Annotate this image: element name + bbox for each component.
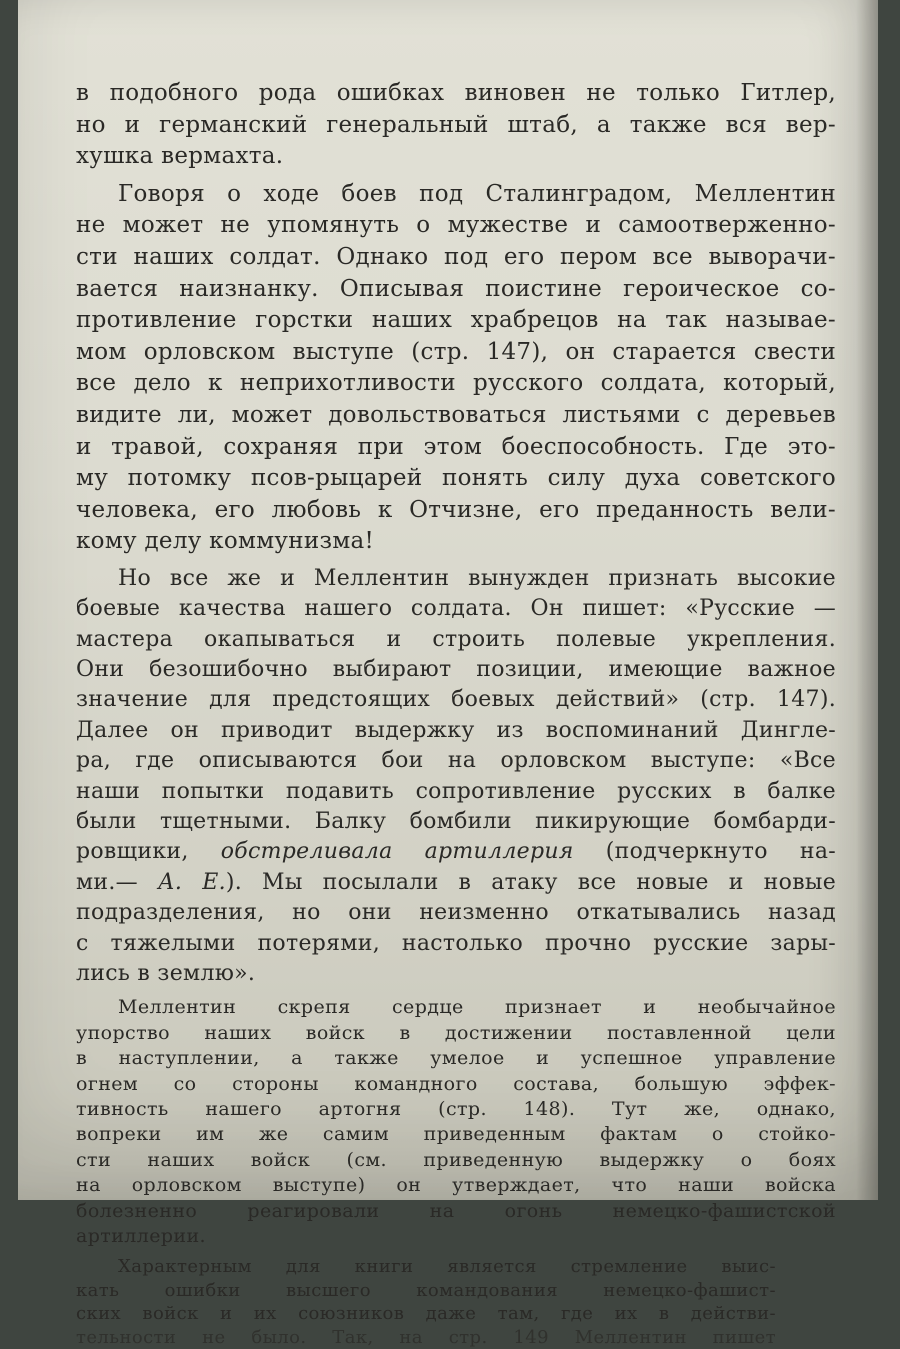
paragraph-5: [76, 1255, 776, 1349]
text-line: были тщетными. Балку бомбили пикирующие бомбарди-: [76, 809, 836, 835]
paragraph-2: [76, 179, 836, 558]
text-line: сти наших солдат. Однако под его пером все выворачи-: [76, 243, 836, 270]
text-line: Меллентин скрепя сердце признает и необычайное: [118, 996, 836, 1019]
text-line: Они безошибочно выбирают позиции, имеющие важное: [76, 657, 836, 683]
text-line: вопреки им же самим приведенным фактам о стойко-: [76, 1123, 836, 1146]
book-page: [18, 0, 878, 1348]
text-line: все дело к неприхотливости русского солдата, который,: [76, 370, 836, 397]
text-line: подразделения, но они неизменно откатывались назад: [76, 900, 836, 926]
text-line: кому делу коммунизма!: [76, 528, 375, 555]
text-run: ровщики,: [76, 839, 221, 865]
text-line: противление горстки наших храбрецов на так называе-: [76, 307, 836, 334]
text-line: человека, его любовь к Отчизне, его преданность вели-: [76, 496, 836, 523]
paragraph-3: [76, 564, 836, 989]
text-line: на орловском выступе) он утверждает, что наши войска: [76, 1174, 836, 1197]
text-line: артиллерии.: [76, 1224, 206, 1247]
text-line: хушка вермахта.: [76, 143, 284, 170]
text-line: и травой, сохраняя при этом боеспособность. Где это-: [76, 433, 836, 460]
text-line: [76, 837, 836, 867]
text-line: Говоря о ходе боев под Сталинградом, Меллентин: [118, 180, 836, 207]
text-line: видите ли, может довольствоваться листьями с деревьев: [76, 401, 836, 428]
text-line: наши попытки подавить сопротивление русских в балке: [76, 778, 836, 804]
text-line: вается наизнанку. Описывая поистине героическое со-: [76, 275, 836, 302]
text-line: с тяжелыми потерями, настолько прочно русские зары-: [76, 930, 836, 956]
text-line: в наступлении, а также умелое и успешное управление: [76, 1047, 836, 1070]
text-line: ских войск и их союзников даже там, где их в действи-: [76, 1303, 776, 1325]
text-line: боевые качества нашего солдата. Он пишет: «Русские —: [76, 596, 836, 622]
text-line: огнем со стороны командного состава, большую эффек-: [76, 1072, 836, 1095]
text-line: лись в землю».: [76, 960, 256, 986]
text-line: Характерным для книги является стремление выис-: [118, 1256, 776, 1278]
text-run: ми.—: [76, 869, 158, 895]
text-line: сти наших войск (см. приведенную выдержку о боях: [76, 1148, 836, 1171]
text-line: Но все же и Меллентин вынужден признать высокие: [118, 565, 836, 591]
text-line: тивность нашего артогня (стр. 148). Тут же, однако,: [76, 1097, 836, 1120]
text-run: ). Мы посылали в атаку все новые и новые: [225, 869, 837, 895]
paragraph-1: [76, 78, 836, 173]
text-line: тельности не было. Так, на стр. 149 Меллентин пишет: [76, 1326, 776, 1348]
text-line: мастера окапываться и строить полевые укрепления.: [76, 626, 836, 652]
paragraph-4: [76, 995, 836, 1249]
italic-initials: А. Е.: [157, 869, 226, 895]
text-line: му потомку псов-рыцарей понять силу духа советского: [76, 465, 836, 492]
text-line: не может не упомянуть о мужестве и самоотверженно-: [76, 212, 836, 239]
text-line: болезненно реагировали на огонь немецко-фашистской: [76, 1199, 836, 1222]
text-run: (подчеркнуто на-: [573, 839, 836, 865]
text-line: Далее он приводит выдержку из воспоминаний Динглe-: [76, 717, 836, 743]
text-line: упорство наших войск в достижении поставленной цели: [76, 1021, 836, 1044]
page-text: [76, 78, 836, 1349]
text-line: мом орловском выступе (стр. 147), он старается свести: [76, 338, 836, 365]
text-line: [76, 868, 836, 898]
page-shadow: [856, 0, 878, 1200]
text-line: в подобного рода ошибках виновен не только Гитлер,: [76, 80, 836, 106]
italic-emphasis: обстреливала артиллерия: [220, 839, 574, 865]
text-line: но и германский генеральный штаб, а также вся вер-: [76, 111, 836, 138]
text-line: ра, где описываются бои на орловском выступе: «Все: [76, 748, 836, 774]
text-line: значение для предстоящих боевых действий» (стр. 147).: [76, 687, 836, 713]
text-line: кать ошибки высшего командования немецко-фашист-: [76, 1279, 776, 1301]
